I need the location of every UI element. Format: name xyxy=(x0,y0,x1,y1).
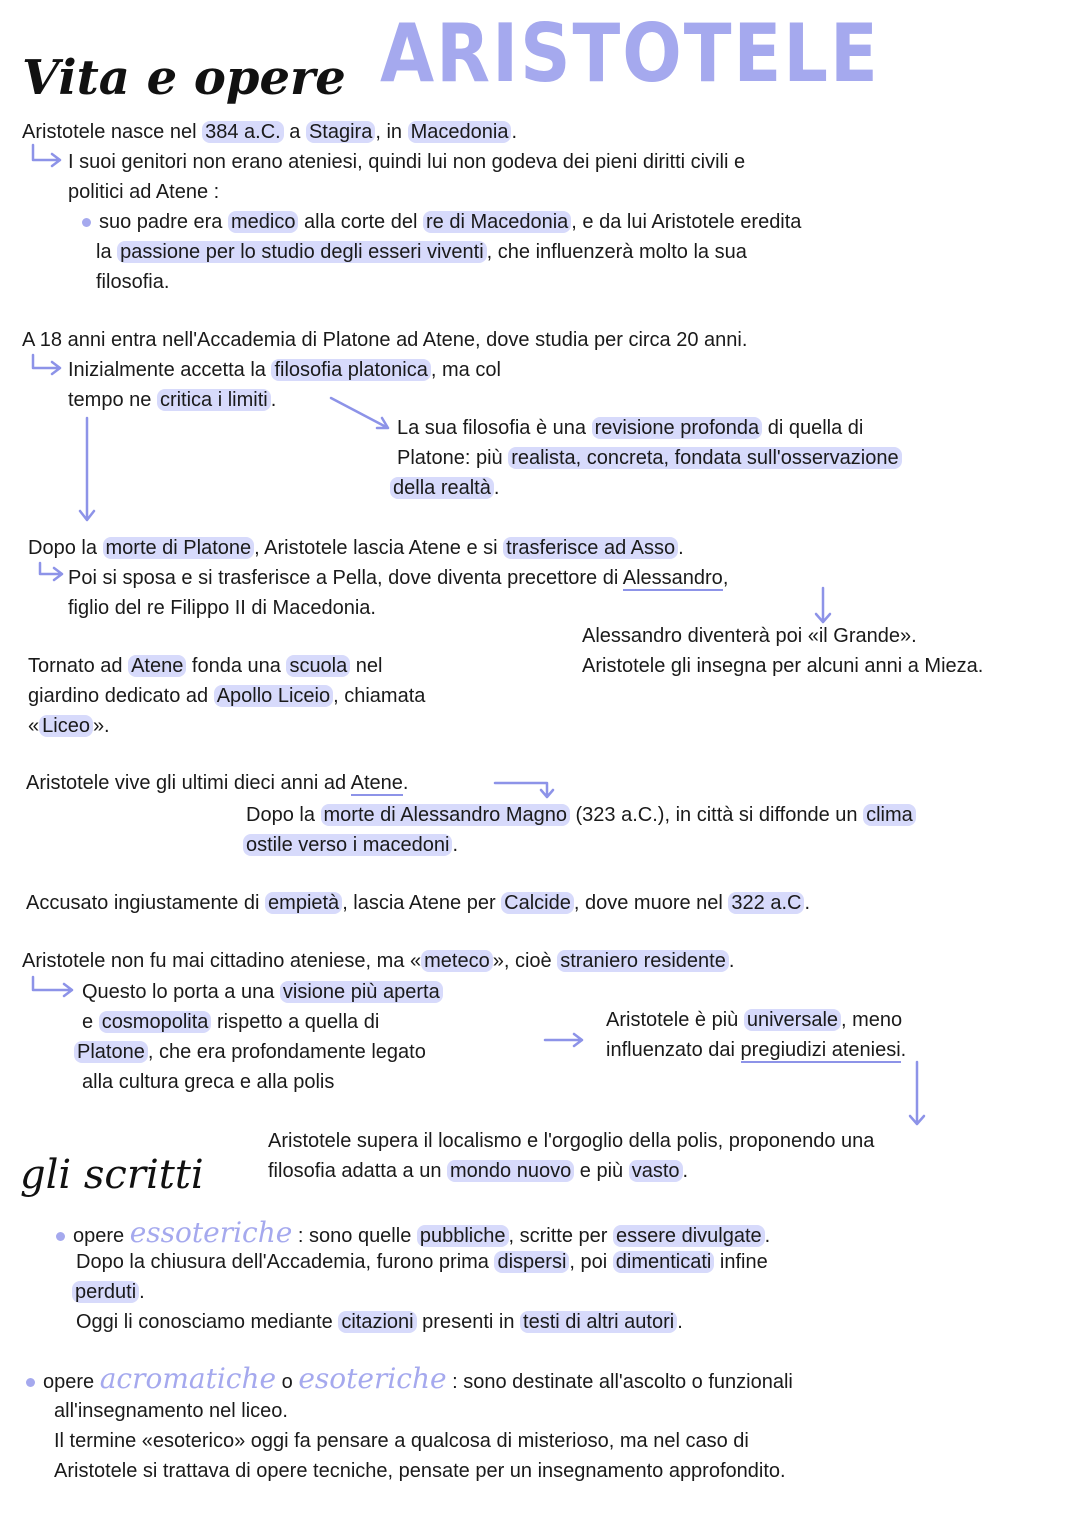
text-line: Dopo la chiusura dell'Accademia, furono prima dispersi , poi dimenticati infine xyxy=(76,1251,768,1273)
text-line: Inizialmente accetta la filosofia platonica , ma col xyxy=(68,359,501,381)
arrow-icon xyxy=(816,588,830,622)
text-line: giardino dedicato ad Apollo Liceio , chiamata xyxy=(28,685,426,707)
text-line: La sua filosofia è una revisione profonda di quella di xyxy=(397,417,864,439)
arrow-icon xyxy=(545,1034,582,1046)
bullet-icon xyxy=(82,218,91,227)
text-line: Platone , che era profondamente legato xyxy=(74,1037,426,1067)
text-line: influenzato dai pregiudizi ateniesi. xyxy=(606,1039,907,1061)
text-line: Oggi li conosciamo mediante citazioni presenti in testi di altri autori . xyxy=(76,1311,683,1333)
text-line: Aristotele supera il localismo e l'orgoglio della polis, proponendo una xyxy=(268,1130,875,1152)
text-line: A 18 anni entra nell'Accademia di Platone ad Atene, dove studia per circa 20 anni. xyxy=(22,329,748,351)
arrow-icon xyxy=(33,977,72,996)
arrow-icon xyxy=(40,563,62,580)
text-line: Accusato ingiustamente di empietà , lascia Atene per Calcide , dove muore nel 322 a.C . xyxy=(26,892,811,914)
text-line: Aristotele vive gli ultimi dieci anni ad Atene. xyxy=(26,772,409,794)
arrow-icon xyxy=(910,1062,924,1124)
text-line: Aristotele gli insegna per alcuni anni a Mieza. xyxy=(582,655,984,677)
text-line: Platone: più realista, concreta, fondata sull'osservazione xyxy=(397,443,902,473)
bullet-line: suo padre era medico alla corte del re di Macedonia , e da lui Aristotele eredita xyxy=(82,207,801,237)
text-line: Alessandro diventerà poi «il Grande». xyxy=(582,625,917,647)
text-line: figlio del re Filippo II di Macedonia. xyxy=(68,597,376,619)
text-line: Aristotele è più universale , meno xyxy=(606,1009,903,1031)
arrow-icon xyxy=(331,398,388,428)
arrow-icon xyxy=(495,783,553,797)
text-line: tempo ne critica i limiti . xyxy=(68,389,277,411)
section-heading-vita: Vita e opere xyxy=(22,50,346,106)
bullet-icon xyxy=(26,1378,35,1387)
text-line: Poi si sposa e si trasferisce a Pella, dove diventa precettore di Alessandro, xyxy=(68,567,729,589)
bullet-icon xyxy=(56,1232,65,1241)
bullet-line: opere essoteriche : sono quelle pubbliche , scritte per essere divulgate . xyxy=(56,1216,770,1253)
text-line: ostile verso i macedoni . xyxy=(243,830,458,860)
text-line: alla cultura greca e alla polis xyxy=(82,1071,335,1093)
section-heading-scritti: gli scritti xyxy=(20,1152,204,1198)
text-line: Tornato ad Atene fonda una scuola nel xyxy=(28,655,383,677)
text-line: politici ad Atene : xyxy=(68,181,220,203)
text-line: Aristotele si trattava di opere tecniche, pensate per un insegnamento approfondito. xyxy=(54,1460,786,1482)
text-line: all'insegnamento nel liceo. xyxy=(54,1400,288,1422)
page-title: ARISTOTELE xyxy=(380,6,880,101)
text-line: perduti . xyxy=(72,1277,145,1307)
text-line: Questo lo porta a una visione più aperta xyxy=(82,977,443,1007)
text-line: I suoi genitori non erano ateniesi, quindi lui non godeva dei pieni diritti civili e xyxy=(68,151,746,173)
text-line: « Liceo ». xyxy=(28,715,110,737)
text-line: la passione per lo studio degli esseri viventi , che influenzerà molto la sua xyxy=(96,241,747,263)
text-line: filosofia. xyxy=(96,271,170,293)
arrow-icon xyxy=(33,355,60,374)
text-line: Aristotele nasce nel 384 a.C. a Stagira , in Macedonia . xyxy=(22,121,517,143)
text-line: e cosmopolita rispetto a quella di xyxy=(82,1011,380,1033)
text-line: filosofia adatta a un mondo nuovo e più vasto . xyxy=(268,1160,689,1182)
text-line: Dopo la morte di Platone , Aristotele lascia Atene e si trasferisce ad Asso . xyxy=(28,537,684,559)
arrow-icon xyxy=(33,145,60,166)
text-line: Dopo la morte di Alessandro Magno (323 a.C.), in città si diffonde un clima xyxy=(246,800,916,830)
text-line: della realtà . xyxy=(390,473,499,503)
text-line: Il termine «esoterico» oggi fa pensare a qualcosa di misterioso, ma nel caso di xyxy=(54,1430,749,1452)
arrow-icon xyxy=(80,418,94,520)
bullet-line: opere acromatiche o esoteriche : sono destinate all'ascolto o funzionali xyxy=(26,1362,793,1399)
text-line: Aristotele non fu mai cittadino ateniese, ma « meteco », cioè straniero residente . xyxy=(22,950,735,972)
